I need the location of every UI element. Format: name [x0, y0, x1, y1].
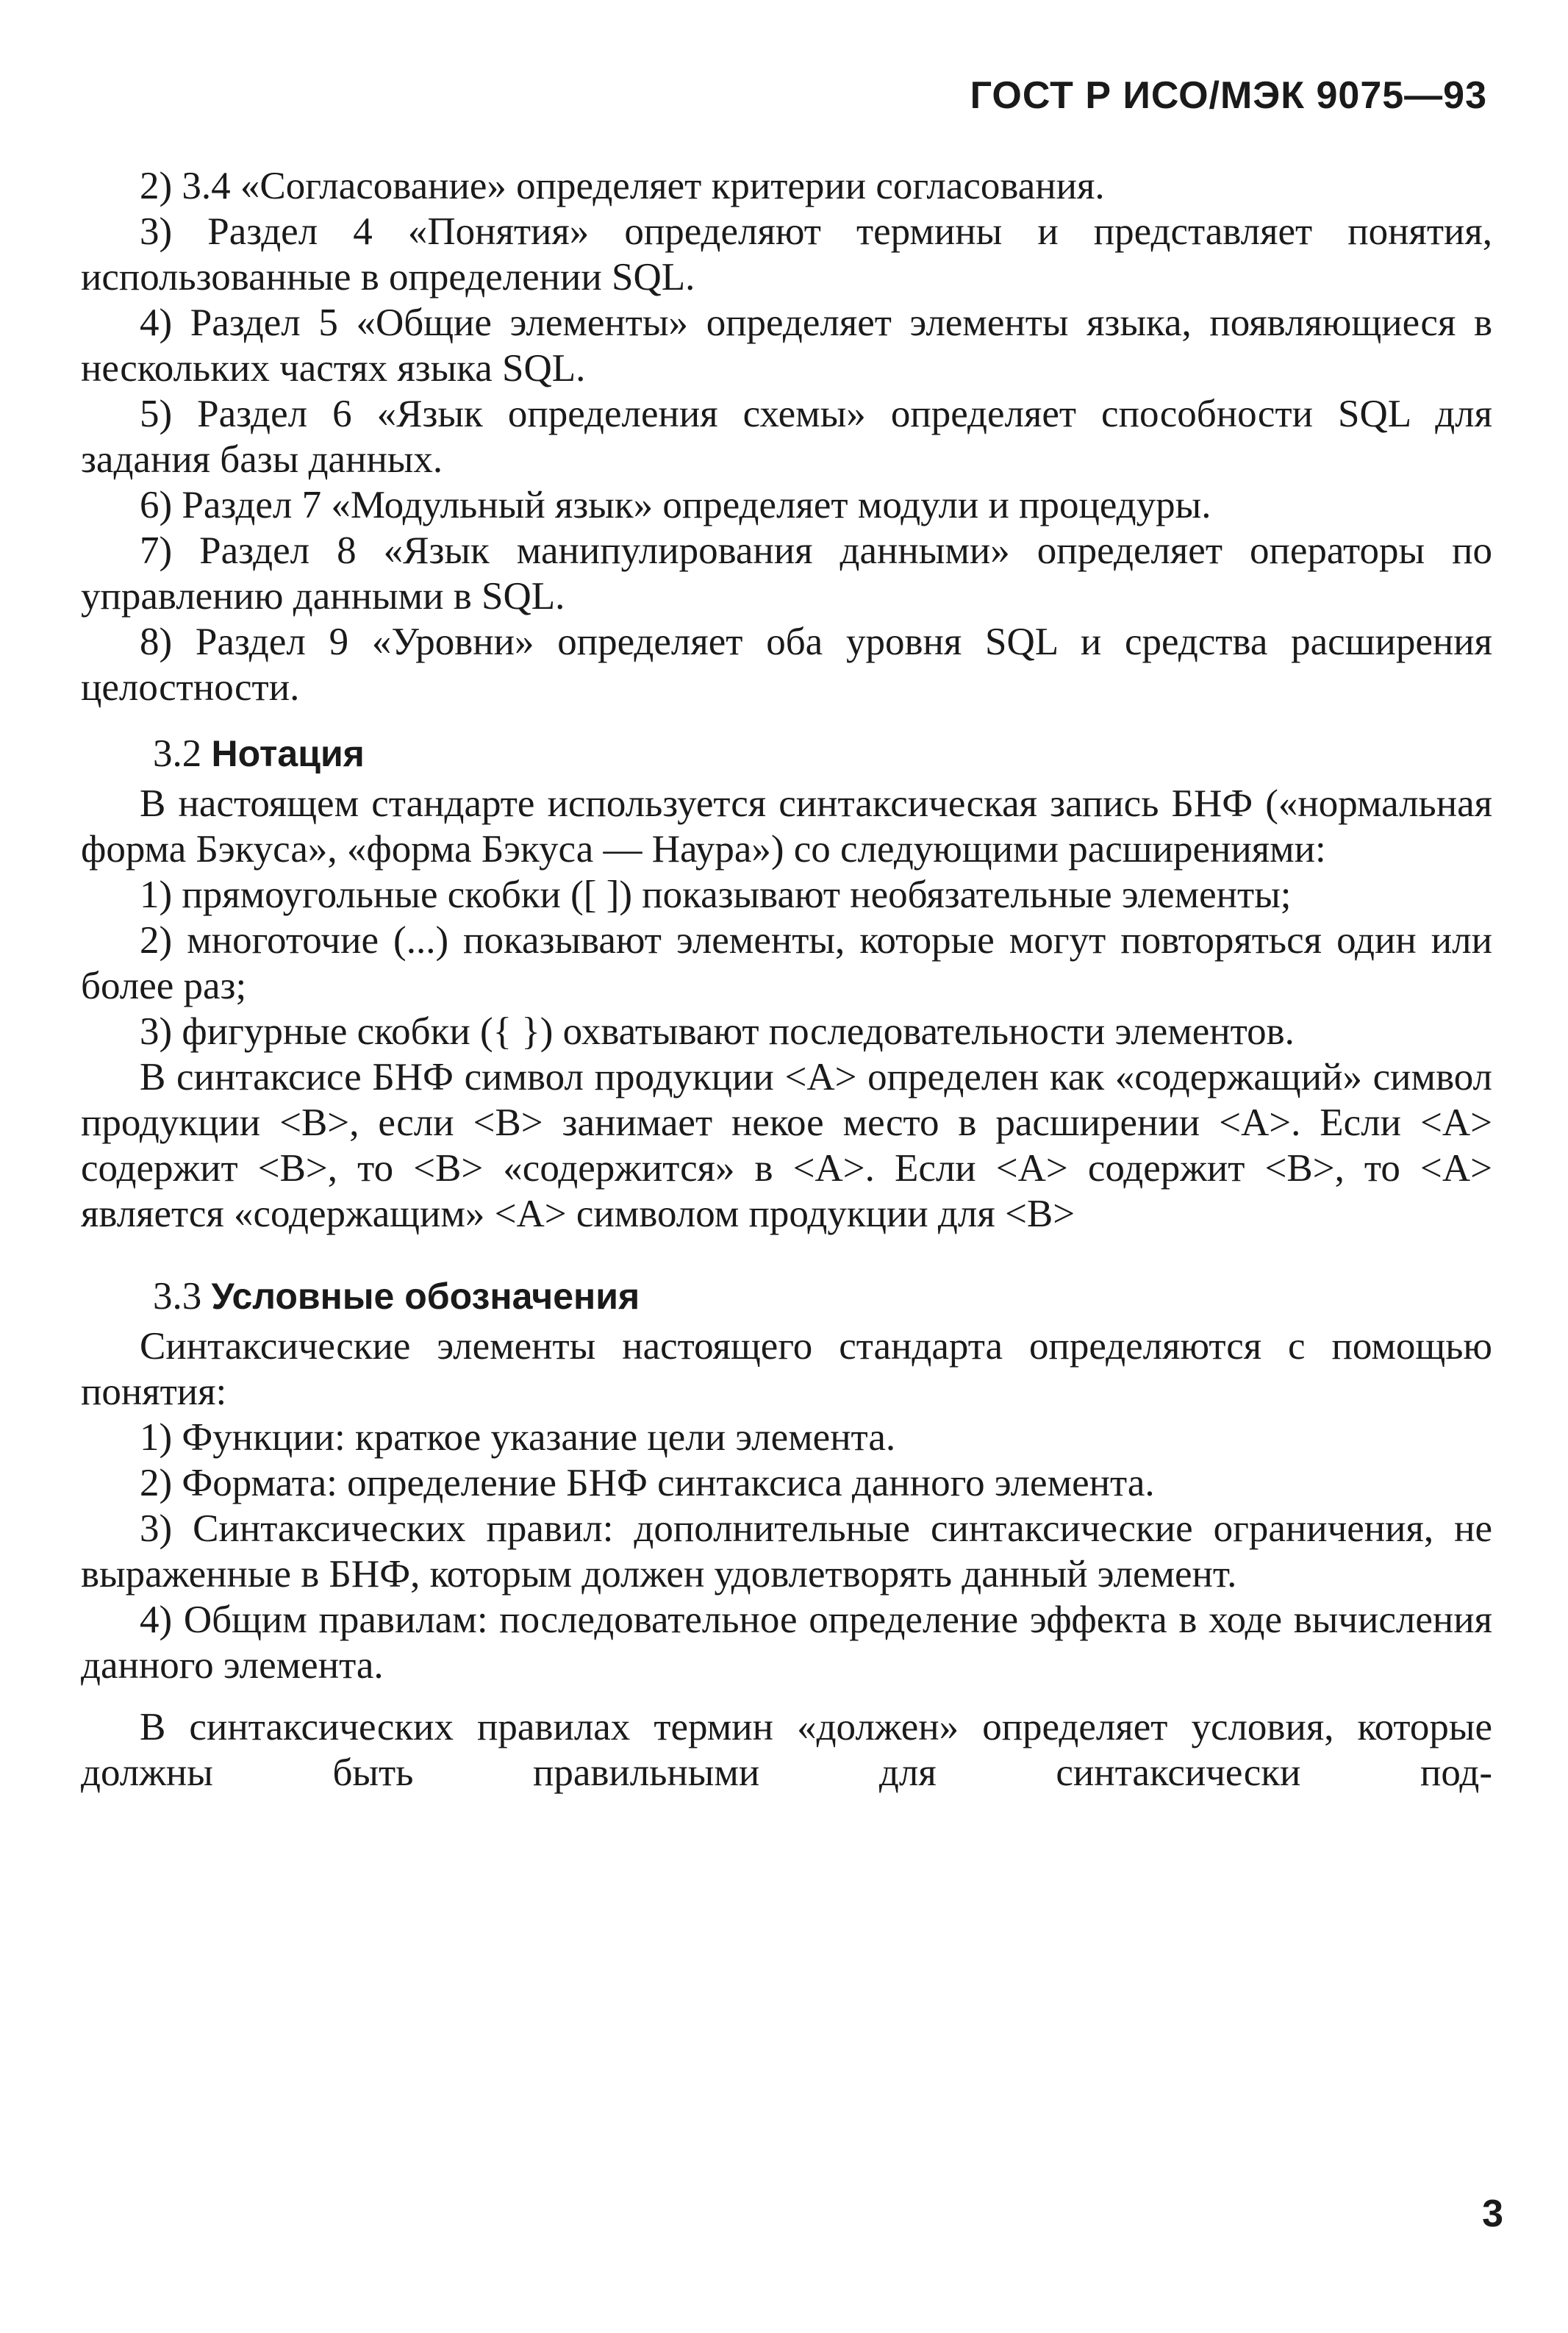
paragraph: В синтаксисе БНФ символ продукции <A> определен как «содержащий» символ продукции <B>, если <B> занимает некое место в расширении <A>. Если <A> содержит <B>, то <B> «содержится» в <A>. Если <A> содержит <B>, то <A> является «содержащим» <A> символом продукции для <B>	[81, 1056, 1492, 1235]
section-heading-conventions	[81, 1273, 1492, 1319]
list-item: 3) фигурные скобки ({ }) охватывают последовательности элементов.	[140, 1010, 1295, 1053]
intro-item: 3) Раздел 4 «Понятия» определяют термины и представляет понятия, использованные в определении SQL.	[81, 210, 1492, 299]
paragraph: Синтаксические элементы настоящего стандарта определяются с помощью понятия:	[81, 1325, 1492, 1413]
list-item: 2) многоточие (...) показывают элементы, которые могут повторяться один или более раз;	[81, 919, 1492, 1007]
document-header: ГОСТ Р ИСО/МЭК 9075—93	[970, 74, 1487, 117]
section-number: 3.2	[153, 732, 202, 775]
intro-item: 5) Раздел 6 «Язык определения схемы» определяет способности SQL для задания базы данных.	[81, 393, 1492, 481]
document-body	[81, 163, 1492, 1796]
section-title: Условные обозначения	[211, 1276, 640, 1317]
intro-item: 6) Раздел 7 «Модульный язык» определяет модули и процедуры.	[140, 484, 1211, 526]
paragraph: В синтаксических правилах термин «должен» определяет условия, которые должны быть правильными для синтаксически под-	[81, 1706, 1492, 1794]
page-number: 3	[1482, 2193, 1503, 2235]
paragraph: В настоящем стандарте используется синтаксическая запись БНФ («нормальная форма Бэкуса», «форма Бэкуса — Наура») со следующими расширениями:	[81, 782, 1492, 871]
section-title: Нотация	[211, 733, 365, 774]
intro-item: 7) Раздел 8 «Язык манипулирования данными» определяет операторы по управлению данными в SQL.	[81, 529, 1492, 618]
list-item: 1) прямоугольные скобки ([ ]) показывают необязательные элементы;	[140, 873, 1292, 916]
intro-item: 4) Раздел 5 «Общие элементы» определяет элементы языка, появляющиеся в нескольких частях языка SQL.	[81, 301, 1492, 390]
list-item: 1) Функции: краткое указание цели элемента.	[140, 1416, 896, 1459]
list-item: 4) Общим правилам: последовательное определение эффекта в ходе вычисления данного элемента.	[81, 1598, 1492, 1687]
list-item: 3) Синтаксических правил: дополнительные синтаксические ограничения, не выраженные в БНФ, которым должен удовлетворять данный элемент.	[81, 1507, 1492, 1596]
section-heading-notation	[81, 731, 1492, 776]
intro-item: 8) Раздел 9 «Уровни» определяет оба уровня SQL и средства расширения целостности.	[81, 621, 1492, 709]
section-number: 3.3	[153, 1275, 202, 1318]
list-item: 2) Формата: определение БНФ синтаксиса данного элемента.	[140, 1462, 1155, 1504]
intro-item: 2) 3.4 «Согласование» определяет критерии согласования.	[140, 165, 1105, 207]
